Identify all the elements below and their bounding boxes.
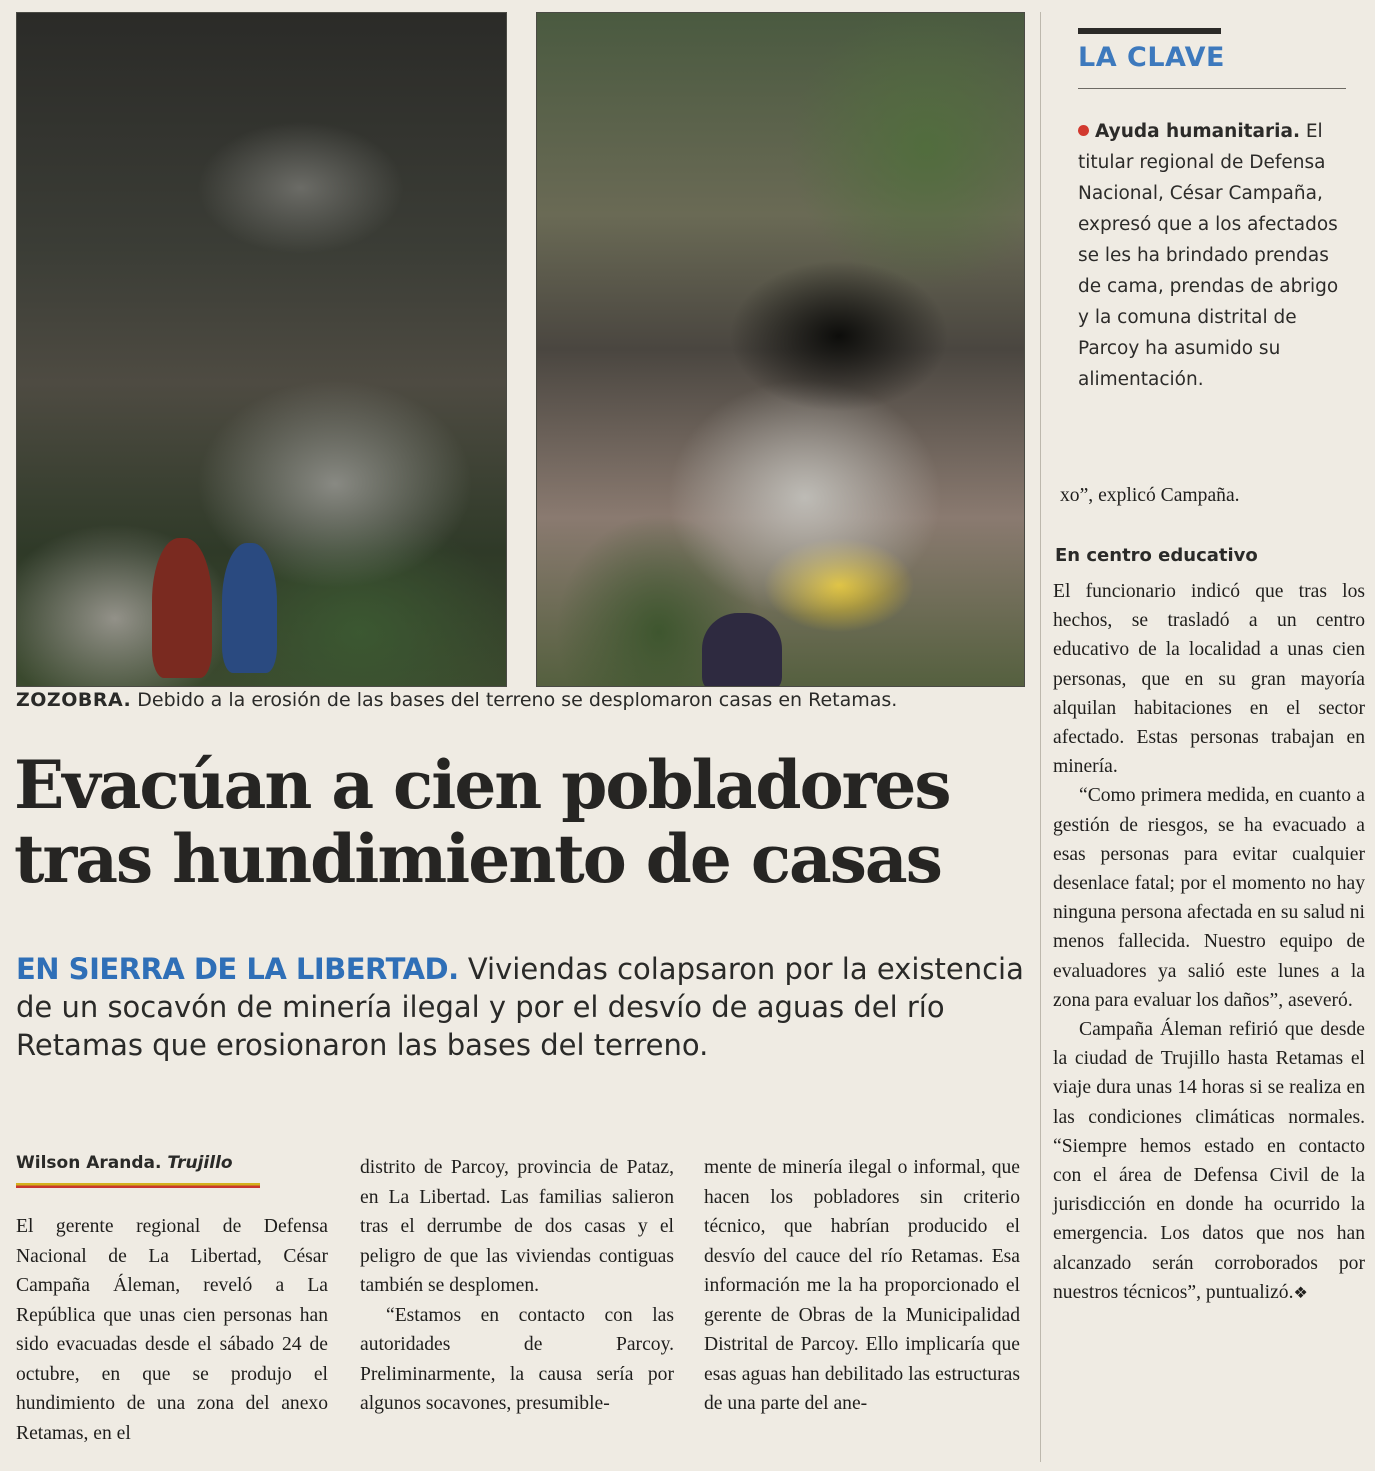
photo-person xyxy=(702,613,782,687)
byline-rule xyxy=(16,1183,260,1188)
body-paragraph xyxy=(1053,1015,1365,1308)
body-paragraph: El funcionario indicó que tras los hechos, se trasladó a un centro educativo de la localidad a unas cien personas, que en su gran mayoría alquilan habitaciones en el sector afectado. Estas personas trabajan en minería. xyxy=(1053,581,1365,778)
body-column-4 xyxy=(1053,577,1365,1308)
sidebar-item xyxy=(1078,116,1346,395)
headline-line-2: tras hundimiento de casas xyxy=(14,820,941,898)
body-column-3 xyxy=(704,1153,1020,1419)
bullet-icon xyxy=(1078,125,1089,136)
headline xyxy=(14,748,1024,896)
caption-text: Debido a la erosión de las bases del terreno se desplomaron casas en Retamas. xyxy=(131,689,898,711)
sidebar-label: LA CLAVE xyxy=(1078,42,1225,73)
photo-caption xyxy=(16,689,1016,711)
photo-person xyxy=(222,543,277,673)
body-paragraph: “Estamos en contacto con las autoridades de Parcoy. Preliminarmente, la causa sería por algunos socavones, presumible- xyxy=(360,1304,674,1414)
deck-text: Viviendas colapsaron por la existencia de un socavón de minería ilegal y por el desvío de aguas del río Retamas que erosionaron las bases del terreno. xyxy=(16,952,1024,1062)
body-paragraph: “Como primera medida, en cuanto a gestión de riesgos, se ha evacuado a esas personas para evitar cualquier desenlace fatal; por el momento no hay ninguna persona afectada en su salud ni menos fallecida. Nuestro equipo de evaluadores ya salió este lunes a la zona para evaluar los daños”, aseveró. xyxy=(1053,785,1365,1011)
sidebar-top-bar xyxy=(1078,28,1221,34)
subhead: En centro educativo xyxy=(1055,545,1258,566)
photo-person xyxy=(152,538,212,678)
byline xyxy=(16,1153,233,1173)
sidebar-item-title: Ayuda humanitaria. xyxy=(1095,121,1300,142)
column-divider xyxy=(1040,12,1041,1462)
byline-author: Wilson Aranda. xyxy=(16,1153,162,1173)
byline-location: Trujillo xyxy=(167,1153,233,1173)
end-mark-icon: ❖ xyxy=(1293,1284,1308,1302)
deck xyxy=(16,950,1026,1064)
body-column-1 xyxy=(16,1212,328,1448)
body-continuation: xo”, explicó Campaña. xyxy=(1060,485,1240,506)
deck-kicker: EN SIERRA DE LA LIBERTAD. xyxy=(16,952,459,986)
headline-line-1: Evacúan a cien pobladores xyxy=(14,746,950,824)
body-paragraph: El gerente regional de Defensa Nacional de La Libertad, César Campaña Áleman, reveló a La República que unas cien personas han sido evacuadas desde el sábado 24 de octubre, en que se produjo el hundimiento de una zona del anexo Retamas, en el xyxy=(16,1216,328,1444)
body-paragraph: distrito de Parcoy, provincia de Pataz, en La Libertad. Las familias salieron tras el derrumbe de dos casas y el peligro de que las viviendas contiguas también se desplomen. xyxy=(360,1157,674,1296)
sidebar-item-text: El titular regional de Defensa Nacional, César Campaña, expresó que a los afectados se les ha brindado prendas de cama, prendas de abrigo y la comuna distrital de Parcoy ha asumido su alimentación. xyxy=(1078,121,1339,390)
caption-label: ZOZOBRA. xyxy=(16,689,132,711)
sidebar-rule xyxy=(1078,88,1346,89)
photo-collapsed-house xyxy=(16,12,507,687)
photo-sinkhole-river xyxy=(536,12,1025,687)
final-paragraph-text: Campaña Áleman refirió que desde la ciudad de Trujillo hasta Retamas el viaje dura unas 14 horas si se realiza en las condiciones climáticas normales. “Siempre hemos estado en contacto con el área de Defensa Civil de la jurisdicción en donde ha ocurrido la emergencia. Los datos que nos han alcanzado serán corroborados por nuestros técnicos”, puntualizó. xyxy=(1053,1019,1365,1303)
body-column-2 xyxy=(360,1153,674,1419)
body-paragraph: mente de minería ilegal o informal, que hacen los pobladores sin criterio técnico, que habrían producido el desvío del cauce del río Retamas. Esa información me la ha proporcionado el gerente de Obras de la Municipalidad Distrital de Parcoy. Ello implicaría que esas aguas han debilitado las estructuras de una parte del ane- xyxy=(704,1157,1020,1414)
